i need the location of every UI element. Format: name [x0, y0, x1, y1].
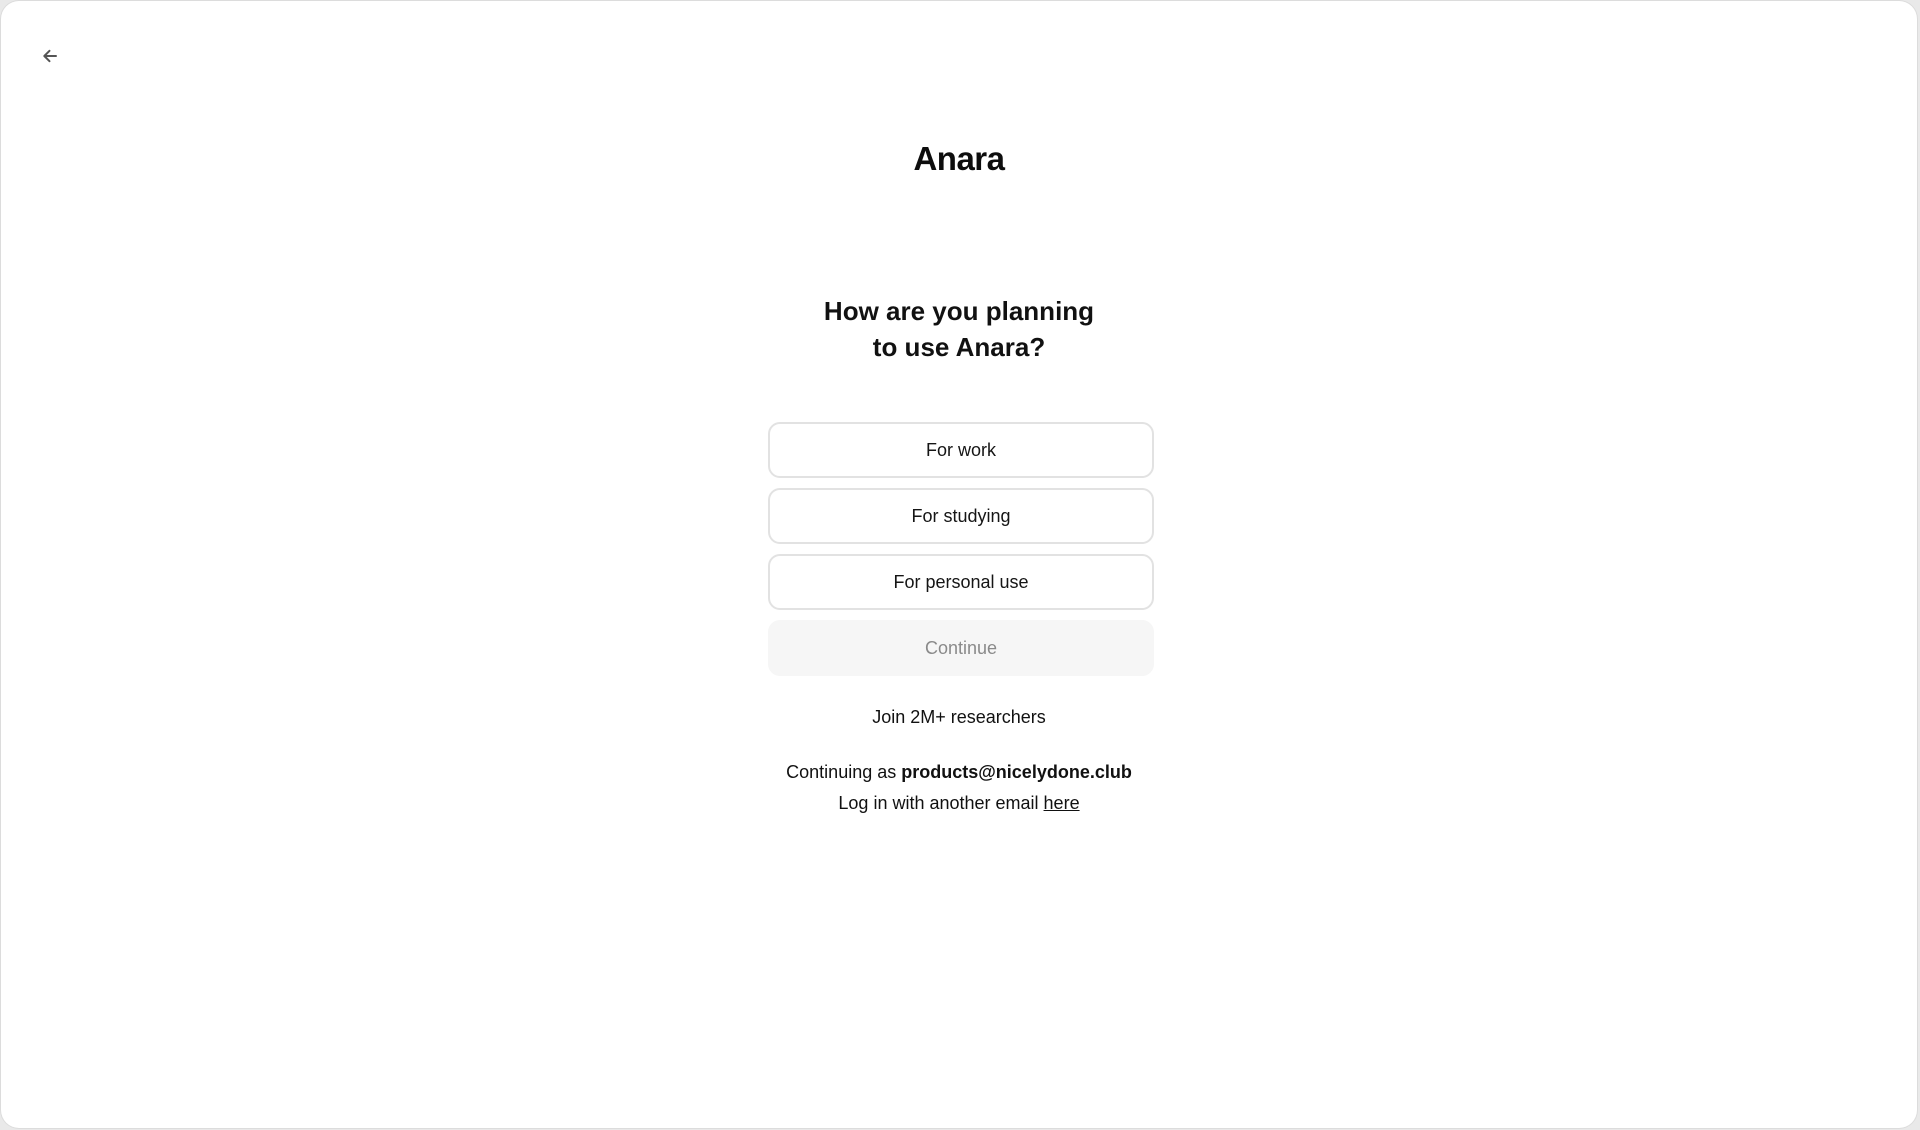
back-button[interactable] — [35, 41, 65, 71]
option-for-personal-use[interactable]: For personal use — [768, 554, 1154, 610]
option-for-studying[interactable]: For studying — [768, 488, 1154, 544]
social-proof-text: Join 2M+ researchers — [872, 707, 1046, 727]
account-info — [1, 757, 1917, 819]
page-title — [1, 293, 1917, 365]
app-window — [1, 1, 1917, 1128]
switch-account-label: Log in with another email — [838, 793, 1039, 813]
page-title-line-1: How are you planning — [823, 296, 1095, 326]
usage-options — [768, 422, 1154, 676]
arrow-left-icon — [41, 47, 59, 65]
account-email: products@nicelydone.club — [901, 762, 1132, 782]
switch-account-line — [1, 788, 1917, 819]
continuing-as-line — [1, 757, 1917, 788]
continue-button[interactable]: Continue — [768, 620, 1154, 676]
brand-logo: Anara — [913, 140, 1005, 177]
page-title-line-2: to use Anara? — [872, 332, 1046, 362]
continuing-as-label: Continuing as — [786, 762, 897, 782]
switch-account-link[interactable]: here — [1043, 793, 1080, 813]
option-for-work[interactable]: For work — [768, 422, 1154, 478]
